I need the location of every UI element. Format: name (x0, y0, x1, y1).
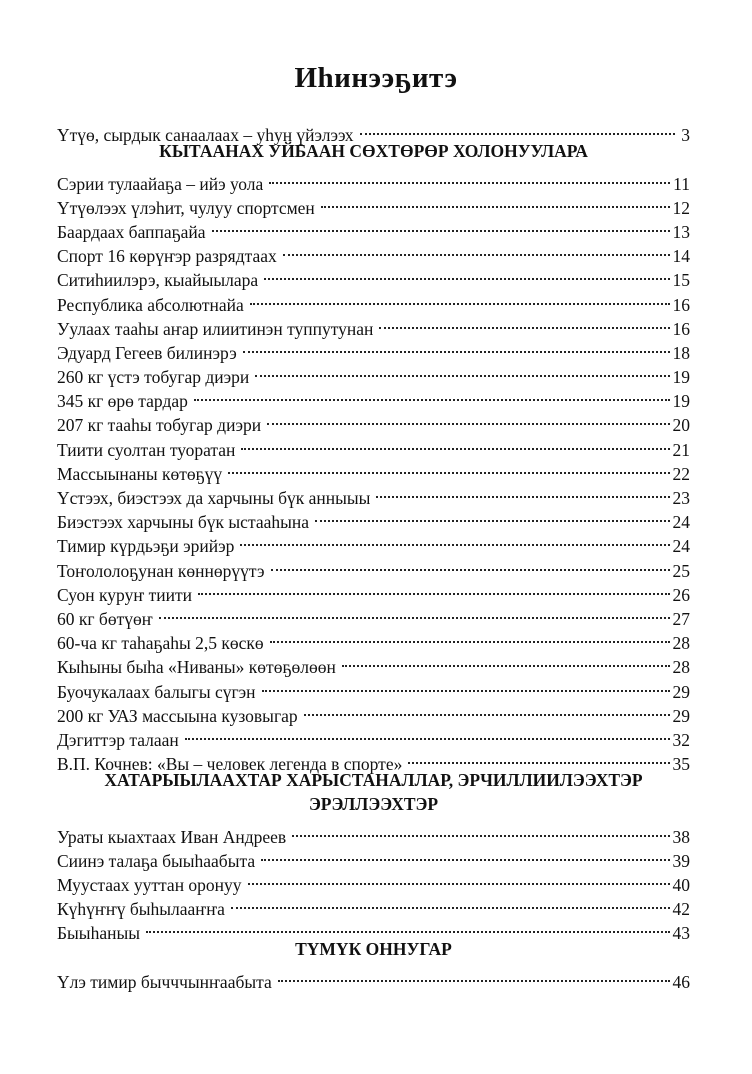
dot-leader (379, 303, 669, 329)
dot-leader (283, 230, 670, 256)
toc-page-number: 29 (672, 705, 690, 726)
toc-page-number: 19 (672, 367, 690, 388)
toc-page-number: 15 (672, 270, 690, 291)
toc-page-number: 24 (672, 536, 690, 557)
toc-entry-title: Сиинэ талаҕа быыһаабыта (57, 850, 256, 871)
toc-page-number: 39 (672, 850, 690, 871)
dot-leader (408, 738, 669, 764)
toc-entry-title: 60 кг бөтүөҥ (57, 608, 153, 629)
dot-leader (194, 375, 670, 401)
toc-entry-title: Суон куруҥ тиити (57, 584, 192, 605)
toc-page-number: 46 (672, 971, 690, 992)
dot-leader (185, 714, 670, 740)
toc-entry-title: Күһүҥҥү быһылааҥҥа (57, 899, 225, 920)
dot-leader (228, 448, 669, 474)
dot-leader (321, 182, 670, 208)
dot-leader (264, 254, 669, 280)
dot-leader (278, 956, 670, 982)
toc-entry-title: Биэстээх харчыны бүк ыстааһына (57, 512, 309, 533)
toc-page-number: 3 (681, 125, 690, 146)
toc-entry-title: 345 кг өрө тардар (57, 391, 188, 412)
section-heading: КЫТААНАХ УЙБААН СӨХТӨРӨР ХОЛОНУУЛАРА (159, 141, 588, 162)
toc-entry-title: Тиити суолтан туоратан (57, 439, 236, 460)
dot-leader (267, 399, 669, 425)
dot-leader (292, 810, 669, 836)
section-heading: ЭРЭЛЛЭЭХТЭР (308, 794, 439, 815)
table-of-contents (57, 115, 690, 992)
toc-entry-title: Буочукалаах балыгы сүгэн (57, 681, 256, 702)
dot-leader (248, 859, 670, 885)
toc-entry-title: Дэгиттэр талаан (57, 729, 179, 750)
toc-entry[interactable] (57, 115, 690, 146)
toc-entry-title: Республика абсолютнайа (57, 294, 244, 315)
toc-page-number: 14 (672, 246, 690, 267)
toc-entry-title: Быыһаныы (57, 923, 140, 944)
dot-leader (342, 641, 670, 667)
toc-entry-title: Үтүө, сырдык санаалаах – уһун үйэлээх (57, 125, 354, 146)
toc-page-number: 35 (672, 754, 690, 775)
toc-entry-title: Тимир күрдьэҕи эрийэр (57, 536, 235, 557)
toc-page-number: 28 (672, 657, 690, 678)
toc-page-number: 19 (672, 391, 690, 412)
toc-page-number: 42 (672, 899, 690, 920)
toc-entry-title: Үлэ тимир бычччынҥаабыта (57, 971, 272, 992)
dot-leader (376, 472, 669, 498)
toc-entry-title: Кыһыны быһа «Ниваны» көтөҕөлөөн (57, 657, 336, 678)
toc-page-number: 40 (672, 875, 690, 895)
dot-leader (269, 157, 670, 183)
dot-leader (255, 351, 669, 377)
toc-entry-title: Үтүөлээх үлэһит, чулуу спортсмен (57, 197, 315, 218)
dot-leader (271, 544, 670, 570)
toc-page-number: 29 (672, 681, 690, 702)
toc-page-number: 23 (672, 488, 690, 508)
toc-entry-title: Сэрии тулаайаҕа – ийэ уола (57, 173, 264, 194)
toc-entry-title: Эдуард Гегеев билинэрэ (57, 342, 237, 363)
toc-entry-title: Уулаах тааһы аҥар илиитинэн туппутунан (57, 318, 374, 339)
toc-page-number: 16 (672, 294, 690, 315)
toc-page-number: 38 (672, 826, 690, 847)
dot-leader (241, 423, 669, 449)
toc-entry-title: Үстээх, биэстээх да харчыны бүк анныыы (57, 488, 371, 508)
section-heading: ТҮМҮК ОННУГАР (295, 939, 452, 960)
toc-entry-title: В.П. Кочнев: «Вы – человек легенда в спорте» (57, 754, 403, 775)
toc-entry-title: 60-ча кг таһаҕаһы 2,5 көскө (57, 633, 264, 654)
toc-page-number: 21 (672, 439, 690, 460)
toc-page-number: 22 (672, 463, 690, 484)
toc-entry-title: Массыынаны көтөҕүү (57, 463, 223, 484)
dot-leader (270, 617, 670, 643)
toc-page-number: 24 (672, 512, 690, 533)
dot-leader (304, 690, 670, 716)
toc-page-number: 27 (672, 608, 690, 629)
dot-leader (231, 883, 670, 909)
toc-page-number: 11 (673, 173, 690, 194)
toc-page-number: 16 (672, 318, 690, 339)
toc-page-number: 13 (672, 221, 690, 242)
toc-entry-title: 207 кг тааһы тобугар диэри (57, 415, 262, 436)
toc-entry[interactable] (57, 913, 690, 944)
dot-leader (262, 665, 670, 691)
toc-page-number: 18 (672, 342, 690, 363)
dot-leader (198, 569, 670, 595)
page-title: Иһинээҕитэ (294, 62, 458, 94)
toc-page-number: 26 (672, 584, 690, 605)
dot-leader (212, 206, 670, 232)
toc-entry-title: 260 кг үстэ тобугар диэри (57, 367, 250, 388)
toc-entry-title: Ситиһиилэрэ, кыайыылара (57, 270, 259, 291)
toc-page-number: 43 (672, 923, 690, 944)
toc-entry-title: Ураты кыахтаах Иван Андреев (57, 826, 287, 847)
toc-entry-title: 200 кг УАЗ массыына кузовыгар (57, 705, 298, 726)
toc-entry-title: Тоҥололоҕунан көннөрүүтэ (57, 560, 265, 581)
toc-page-number: 12 (672, 197, 690, 218)
dot-leader (360, 109, 675, 135)
dot-leader (261, 835, 669, 861)
toc-page-number: 20 (672, 415, 690, 436)
toc-page-number: 32 (672, 729, 690, 750)
section-heading: ХАТАРЫЫЛААХТАР ХАРЫСТАНАЛЛАР, ЭРЧИЛЛИИЛЭЭХТЭР (104, 770, 643, 791)
dot-leader (146, 907, 670, 933)
dot-leader (240, 520, 669, 546)
dot-leader (243, 327, 670, 353)
toc-entry[interactable] (57, 962, 690, 992)
toc-page-number: 25 (672, 560, 690, 581)
toc-entry-title: Спорт 16 көрүҥэр разрядтаах (57, 246, 277, 267)
toc-entry-title: Баардаах баппаҕайа (57, 221, 206, 242)
toc-entry-title: Муустаах ууттан оронуу (57, 875, 242, 895)
dot-leader (250, 278, 670, 304)
dot-leader (315, 496, 670, 522)
toc-page-number: 28 (672, 633, 690, 654)
dot-leader (159, 593, 670, 619)
